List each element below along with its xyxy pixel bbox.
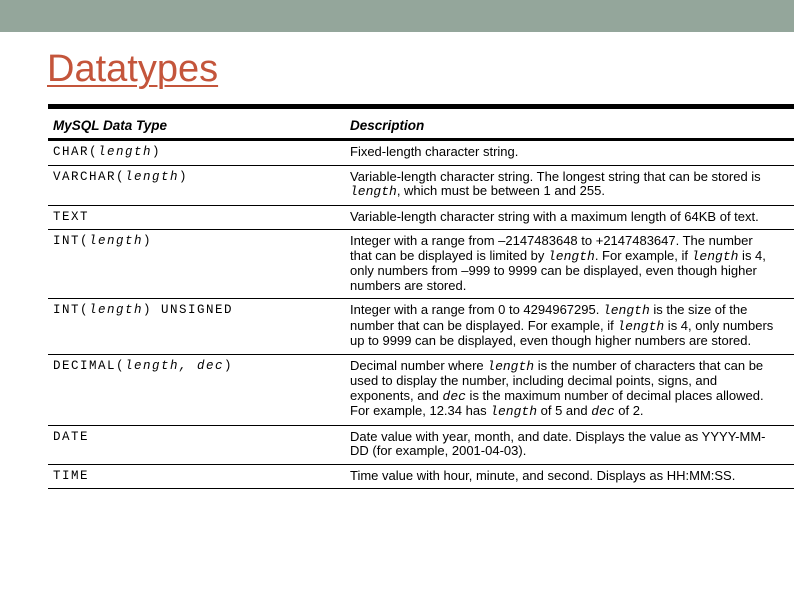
parameter-text: length: [602, 303, 650, 318]
parameter-text: length: [125, 169, 180, 184]
text-segment: Time value with hour, minute, and second. Displays as HH:MM:SS.: [350, 467, 736, 483]
text-segment: DATE: [53, 429, 90, 444]
data-type-cell: [48, 230, 345, 299]
text-segment: ): [224, 358, 234, 373]
text-segment: , which must be between 1 and 255.: [396, 183, 605, 198]
text-segment: Date value with year, month, and date. Displays the value as YYYY-MM-DD (for example, 2001-04-03).: [350, 428, 766, 458]
text-segment: of 5 and: [537, 403, 592, 418]
text-segment: Decimal number where: [350, 357, 488, 373]
description-cell: [345, 425, 794, 464]
text-segment: CHAR(: [53, 145, 99, 159]
table-header-row: [48, 109, 794, 140]
parameter-text: length: [617, 318, 665, 334]
text-segment: DECIMAL(: [53, 358, 126, 373]
data-type-cell: [48, 354, 345, 425]
data-type-cell: [48, 299, 345, 355]
text-segment: is 4, only numbers from –999 to 9999 can be displayed, even though higher numbers are stored.: [350, 247, 766, 293]
text-segment: . For example, if: [594, 247, 692, 263]
table-row: [48, 354, 794, 425]
parameter-text: length: [490, 404, 538, 419]
table-row: [48, 425, 794, 464]
parameter-text: length, dec: [125, 358, 225, 373]
description-cell: [345, 354, 794, 425]
text-segment: is 4, only numbers up to 9999 can be displayed, even though higher numbers are stored.: [350, 317, 774, 348]
data-type-cell: [48, 464, 345, 489]
data-type-cell: [48, 205, 345, 230]
data-type-cell: [48, 165, 345, 205]
parameter-text: dec: [591, 404, 615, 419]
datatypes-table: [48, 104, 794, 489]
data-type-cell: [48, 140, 345, 166]
top-bar: [0, 0, 794, 32]
slide-title: Datatypes: [47, 48, 219, 90]
description-cell: [345, 230, 794, 299]
parameter-text: length: [89, 303, 144, 317]
parameter-text: length: [487, 358, 535, 374]
parameter-text: length: [350, 184, 397, 199]
text-segment: INT(: [53, 234, 90, 248]
text-segment: Variable-length character string with a maximum length of 64KB of text.: [350, 208, 759, 224]
table-row: [48, 165, 794, 205]
parameter-text: length: [548, 248, 595, 264]
description-cell: [345, 205, 794, 230]
text-segment: ) UNSIGNED: [143, 303, 234, 317]
text-segment: is the number of characters that can be used to display the number, including decimal points, signs, and exponents, and: [350, 357, 764, 403]
parameter-text: length: [89, 234, 144, 248]
text-segment: is the size of the number that can be displayed. For example, if: [350, 302, 748, 333]
parameter-text: length: [691, 248, 739, 264]
table-row: [48, 205, 794, 230]
description-cell: [345, 299, 794, 355]
description-cell: [345, 464, 794, 489]
data-type-cell: [48, 425, 345, 464]
text-segment: of 2.: [614, 403, 644, 418]
text-segment: TIME: [53, 468, 90, 483]
text-segment: Integer with a range from –2147483648 to +2147483647. The number that can be displayed is limited by: [350, 233, 753, 263]
text-segment: TEXT: [53, 209, 90, 224]
text-segment: ): [152, 145, 162, 159]
header-description: Description: [345, 109, 794, 140]
table-row: [48, 140, 794, 166]
table-row: [48, 230, 794, 299]
text-segment: is the maximum number of decimal places allowed. For example, 12.34 has: [350, 387, 764, 418]
text-segment: Integer with a range from 0 to 4294967295.: [350, 302, 603, 317]
description-cell: [345, 140, 794, 166]
text-segment: ): [143, 234, 153, 248]
parameter-text: dec: [442, 388, 466, 404]
text-segment: INT(: [53, 303, 90, 317]
description-cell: [345, 165, 794, 205]
parameter-text: length: [98, 145, 153, 159]
text-segment: VARCHAR(: [53, 169, 126, 184]
text-segment: ): [179, 169, 189, 184]
text-segment: Variable-length character string. The longest string that can be stored is: [350, 168, 761, 184]
table-row: [48, 299, 794, 355]
table-row: [48, 464, 794, 489]
header-type: MySQL Data Type: [48, 109, 345, 140]
text-segment: Fixed-length character string.: [350, 144, 519, 159]
